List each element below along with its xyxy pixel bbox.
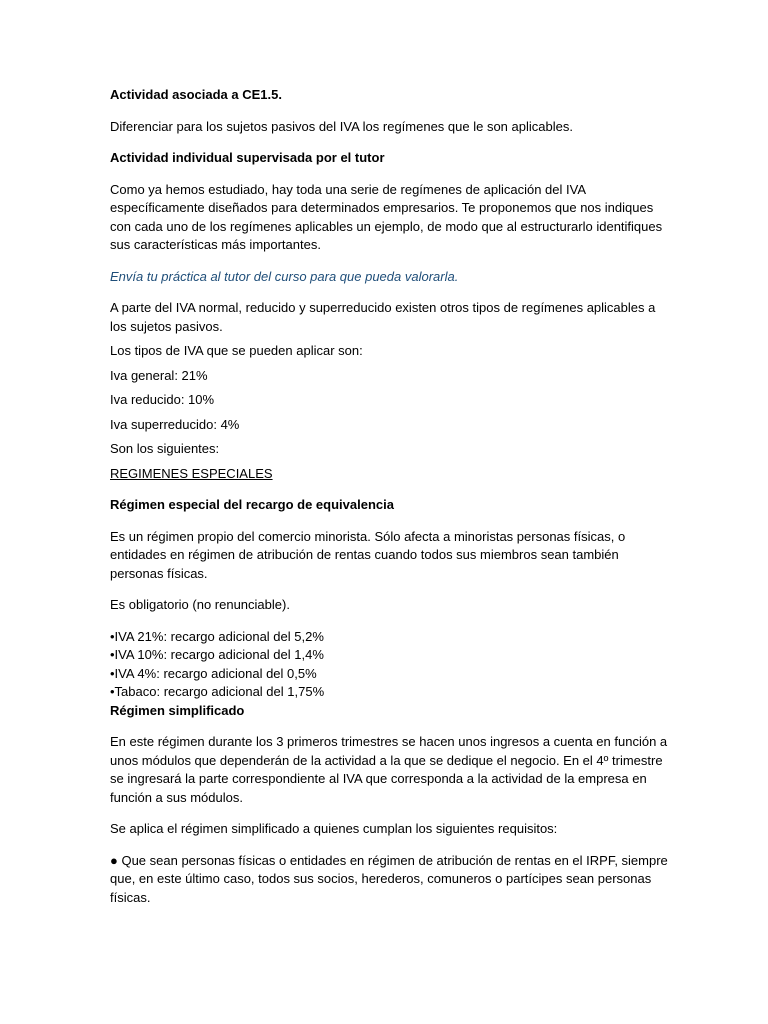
- obligatorio-line: Es obligatorio (no renunciable).: [110, 597, 290, 612]
- heading-simplificado: Régimen simplificado: [110, 702, 245, 718]
- other-types-paragraph: A parte del IVA normal, reducido y superreducido existen otros tipos de regímenes aplicables a los sujetos pasivos.: [110, 300, 656, 334]
- recargo-item: •Tabaco: recargo adicional del 1,75%: [110, 684, 325, 699]
- document-page: [110, 86, 670, 907]
- recargo-description: Es un régimen propio del comercio minorista. Sólo afecta a minoristas personas físicas, o entidades en régimen de atribución de rentas cuando todos sus miembros sean también personas físicas.: [110, 528, 626, 581]
- heading-activity: Actividad asociada a CE1.5.: [110, 87, 282, 102]
- siguientes-line: Son los siguientes:: [110, 441, 220, 456]
- requisitos-intro: Se aplica el régimen simplificado a quienes cumplan los siguientes requisitos:: [110, 821, 558, 836]
- iva-general: Iva general: 21%: [110, 367, 208, 383]
- send-note: Envía tu práctica al tutor del curso para que pueda valorarla.: [110, 268, 459, 284]
- types-intro: Los tipos de IVA que se pueden aplicar son:: [110, 343, 363, 358]
- intro-paragraph: Diferenciar para los sujetos pasivos del IVA los regímenes que le son aplicables.: [110, 118, 573, 134]
- recargo-item: •IVA 21%: recargo adicional del 5,2%: [110, 628, 324, 644]
- heading-recargo: Régimen especial del recargo de equivalencia: [110, 497, 394, 512]
- simplificado-description: En este régimen durante los 3 primeros trimestres se hacen unos ingresos a cuenta en función a unos módulos que dependerán de la actividad a la que se dedique el negocio. En el 4º trimestre se ingresará la parte correspondiente al IVA que corresponda a la actividad de la empresa en función a sus módulos.: [110, 734, 668, 805]
- requisito-item: ● Que sean personas físicas o entidades en régimen de atribución de rentas en el IRPF, siempre que, en este último caso, todos sus socios, herederos, comuneros o partícipes sean personas físicas.: [110, 852, 668, 905]
- recargo-item: •IVA 10%: recargo adicional del 1,4%: [110, 647, 324, 662]
- heading-supervised: Actividad individual supervisada por el tutor: [110, 150, 385, 165]
- recargo-item: •IVA 4%: recargo adicional del 0,5%: [110, 665, 317, 681]
- regimenes-especiales: REGIMENES ESPECIALES: [110, 465, 273, 481]
- task-paragraph: Como ya hemos estudiado, hay toda una serie de regímenes de aplicación del IVA específicamente diseñados para determinados empresarios. Te proponemos que nos indiques con cada uno de los regímenes aplicables un ejemplo, de modo que al estructurarlo identifiques sus características más importantes.: [110, 181, 663, 252]
- iva-superreducido: Iva superreducido: 4%: [110, 416, 240, 432]
- iva-reducido: Iva reducido: 10%: [110, 392, 215, 407]
